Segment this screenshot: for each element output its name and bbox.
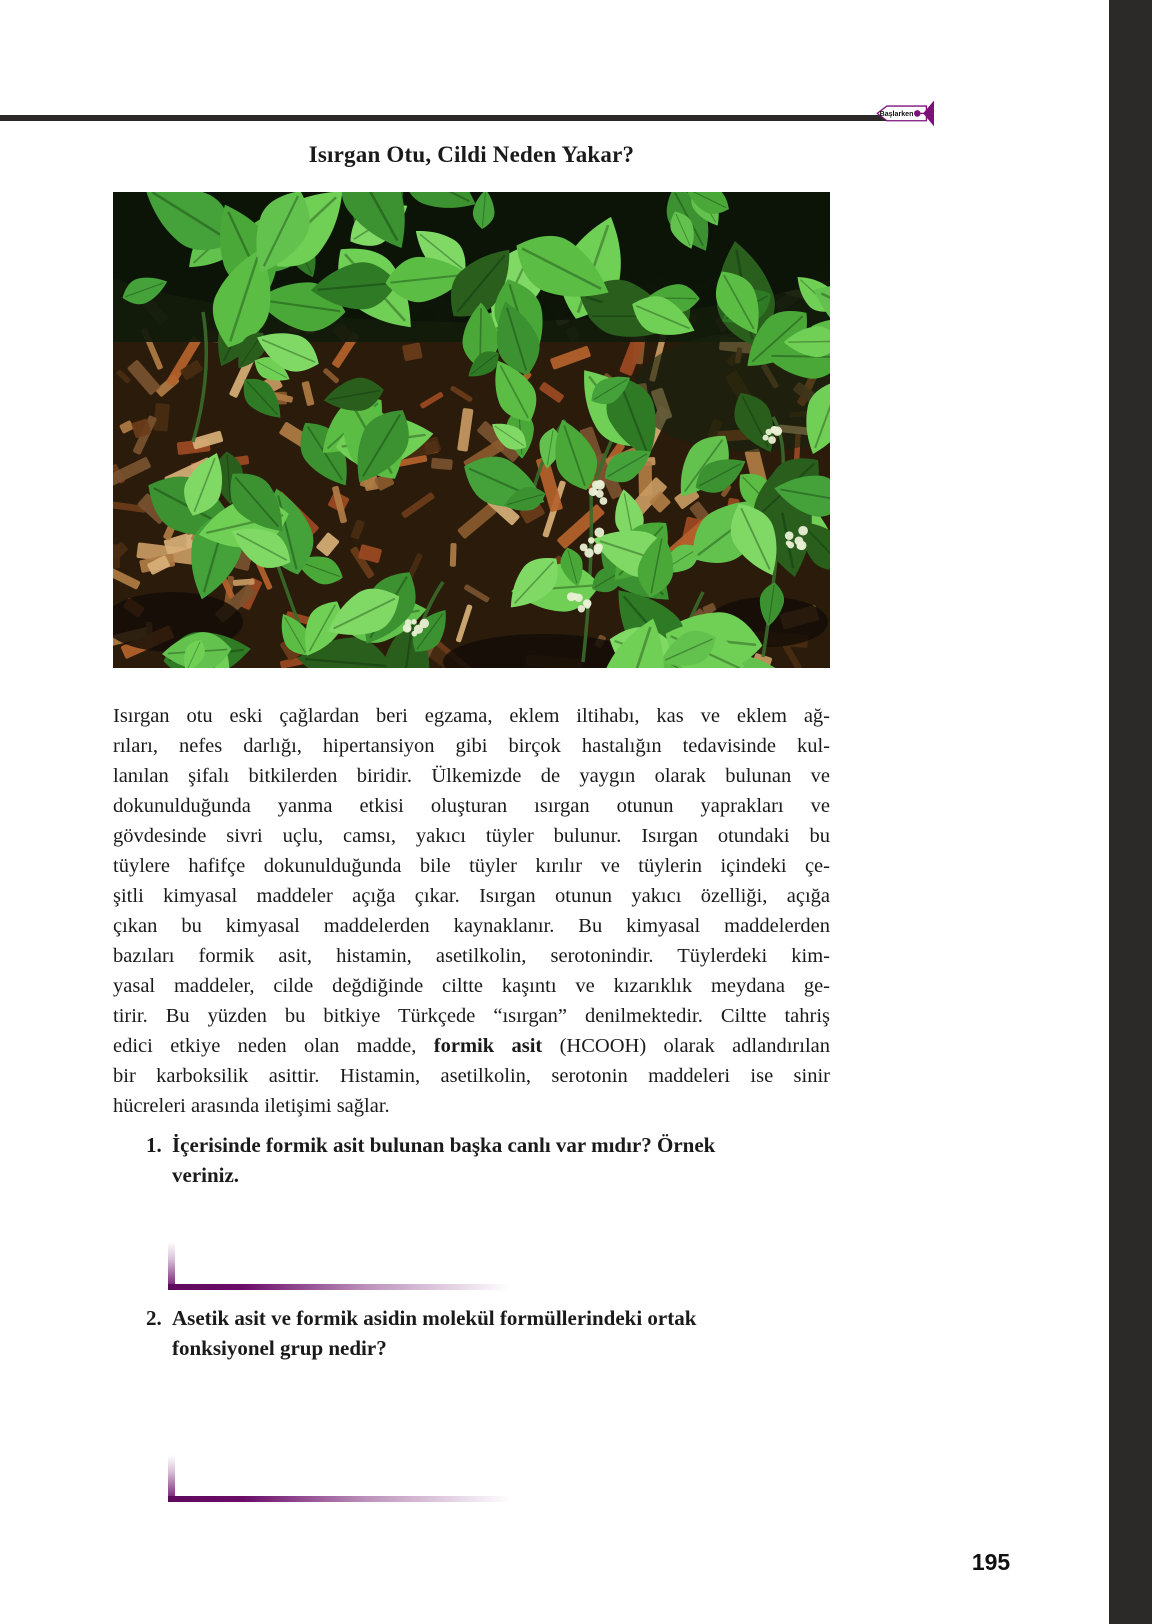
question-line: İçerisinde formik asit bulunan başka canlı var mıdır? Örnek (172, 1133, 716, 1157)
paragraph-line: hücreleri arasında iletişimi sağlar. (113, 1095, 390, 1117)
badge-dot (914, 110, 921, 117)
page-title: Isırgan Otu, Cildi Neden Yakar? (308, 142, 635, 167)
badge-arrow-icon (923, 100, 934, 126)
paragraph-line: tirir. Bu yüzden bu bitkiye Türkçede “ısırgan” denilmektedir. Ciltte tahriş (113, 1005, 830, 1027)
question-number: 1. (146, 1133, 162, 1157)
answer-line-2-vertical (168, 1455, 175, 1502)
baslarken-badge (860, 50, 1152, 190)
answer-line-1-horizontal (168, 1284, 510, 1290)
question-line: Asetik asit ve formik asidin molekül formüllerindeki ortak (172, 1306, 697, 1330)
question-2 (146, 1303, 834, 1363)
question-line: fonksiyonel grup nedir? (172, 1336, 387, 1360)
answer-line-1-vertical (168, 1242, 175, 1290)
paragraph-line: tüylere hafifçe dokunulduğunda bile tüyler kırılır ve tüylerin içindeki çe- (113, 855, 830, 877)
header-rule (0, 115, 926, 121)
paragraph-line: dokunulduğunda yanma etkisi oluşturan ısırgan otunun yaprakları ve (113, 795, 830, 817)
paragraph-line: şitli kimyasal maddeler açığa çıkar. Isırgan otunun yakıcı özelliği, açığa (113, 885, 830, 907)
paragraph-line: lanılan şifalı bitkilerden biridir. Ülkemizde de yaygın olarak bulunan ve (113, 765, 830, 787)
body-paragraph (113, 701, 830, 1121)
question-number: 2. (146, 1306, 162, 1330)
paragraph-line: bir karboksilik asittir. Histamin, asetilkolin, serotonin maddeleri ise sinir (113, 1065, 830, 1087)
question-text (172, 1303, 834, 1363)
question-text (172, 1130, 834, 1190)
paragraph-line: bazıları formik asit, histamin, asetilkolin, serotonindir. Tüylerdeki kim- (113, 945, 830, 967)
question-line: veriniz. (172, 1163, 240, 1187)
tab-label: Başlarken (879, 109, 914, 118)
paragraph-line: çıkan bu kimyasal maddelerden kaynaklanır. Bu kimyasal maddelerden (113, 915, 830, 937)
page-number: 195 (971, 1549, 1011, 1575)
page-edge-bar (1109, 0, 1152, 1624)
answer-line-2-horizontal (168, 1496, 510, 1502)
question-1 (146, 1130, 834, 1190)
paragraph-line: rıları, nefes darlığı, hipertansiyon gibi birçok hastalığın tedavisinde kul- (113, 735, 830, 757)
paragraph-line: gövdesinde sivri uçlu, camsı, yakıcı tüyler bulunur. Isırgan otundaki bu (113, 825, 830, 847)
nettle-photo (113, 192, 830, 668)
paragraph-line: Isırgan otu eski çağlardan beri egzama, eklem iltihabı, kas ve eklem ağ- (113, 705, 830, 727)
paragraph-line: yasal maddeler, cilde değdiğinde ciltte kaşıntı ve kızarıklık meydana ge- (113, 975, 830, 997)
paragraph-line: edici etkiye neden olan madde, formik asit (HCOOH) olarak adlandırılan (113, 1035, 830, 1057)
